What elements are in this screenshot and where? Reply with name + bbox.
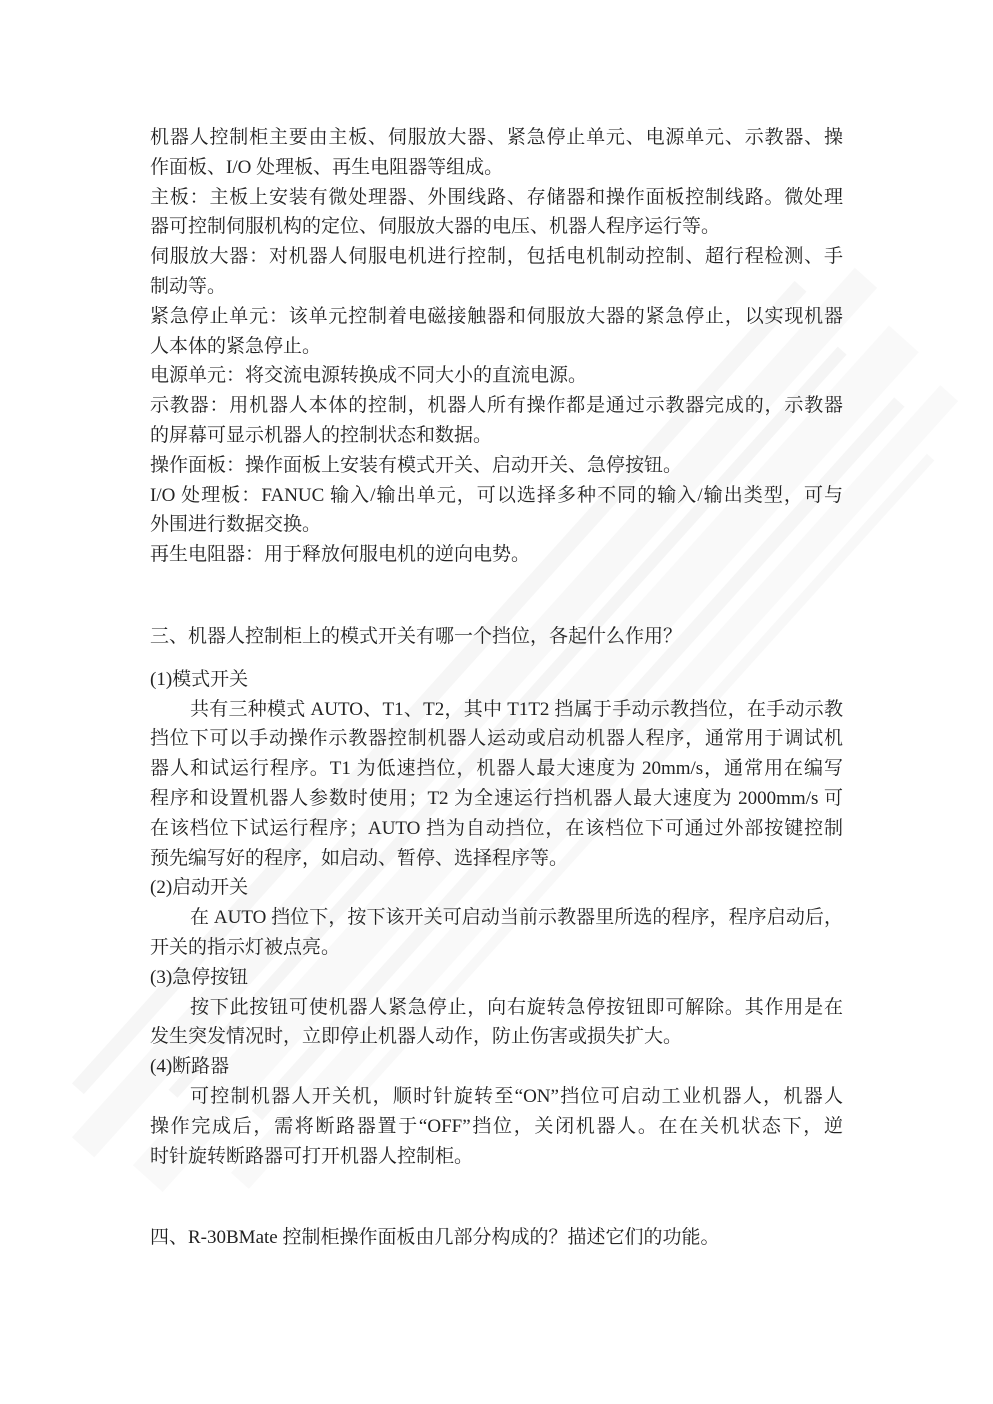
text-line: 程序和设置机器人参数时使用；T2 为全速运行挡机器人最大速度为 2000mm/s 可 (150, 787, 843, 809)
text-line: 挡位下可以手动操作示教器控制机器人运动或启动机器人程序，通常用于调试机 (150, 728, 843, 750)
text-line: 器人和试运行程序。T1 为低速挡位，机器人最大速度为 20mm/s，通常用在编写 (150, 758, 843, 780)
section-3-body (150, 665, 843, 1172)
text-line: 可控制机器人开关机，顺时针旋转至“ON”挡位可启动工业机器人，机器人 (190, 1085, 843, 1107)
paragraph-io-board (150, 481, 843, 541)
text-line: 预先编写好的程序，如启动、暂停、选择程序等。 (150, 847, 569, 869)
text-line: 人本体的紧急停止。 (150, 335, 322, 357)
item-start-switch (150, 873, 843, 962)
text-line: 紧急停止单元：该单元控制着电磁接触器和伺服放大器的紧急停止，以实现机器 (150, 305, 843, 327)
paragraph-emergency-stop-unit (150, 302, 843, 362)
section-heading-3: 三、机器人控制柜上的模式开关有哪一个挡位，各起什么作用？ (150, 625, 683, 647)
text-line: 机器人控制柜主要由主板、伺服放大器、紧急停止单元、电源单元、示教器、操 (150, 127, 843, 148)
intro-paragraphs (150, 123, 843, 570)
paragraph-operator-panel (150, 451, 843, 481)
section-heading-4: 四、R-30BMate 控制柜操作面板由几部分构成的？描述它们的功能。 (150, 1227, 720, 1249)
text-line: 时针旋转断路器可打开机器人控制柜。 (150, 1145, 474, 1167)
paragraph-overview (150, 123, 843, 183)
text-line: 在 AUTO 挡位下，按下该开关可启动当前示教器里所选的程序，程序启动后， (190, 907, 843, 929)
text-line: 器可控制伺服机构的定位、伺服放大器的电压、机器人程序运行等。 (150, 216, 721, 238)
paragraph-servo-amplifier (150, 242, 843, 302)
paragraph-teach-pendant (150, 391, 843, 451)
text-line: 制动等。 (150, 275, 227, 297)
text-line: 外围进行数据交换。 (150, 514, 322, 536)
text-line: 伺服放大器：对机器人伺服电机进行控制，包括电机制动控制、超行程检测、手 (150, 246, 843, 268)
text-line: 再生电阻器：用于释放何服电机的逆向电势。 (150, 544, 531, 566)
text-line: 发生突发情况时，立即停止机器人动作，防止伤害或损失扩大。 (150, 1026, 683, 1048)
item-title: (1)模式开关 (150, 668, 249, 690)
text-line: 在该档位下试运行程序；AUTO 挡为自动挡位，在该档位下可通过外部按键控制 (150, 817, 843, 839)
text-line: 主板：主板上安装有微处理器、外围线路、存储器和操作面板控制线路。微处理 (150, 186, 843, 208)
text-line: 按下此按钮可使机器人紧急停止，向右旋转急停按钮即可解除。其作用是在 (190, 996, 843, 1018)
text-line: 操作完成后，需将断路器置于“OFF”挡位，关闭机器人。在在关机状态下，逆 (150, 1115, 843, 1137)
text-line: 操作面板：操作面板上安装有模式开关、启动开关、急停按钮。 (150, 454, 683, 476)
item-title: (4)断路器 (150, 1056, 230, 1078)
text-line: 开关的指示灯被点亮。 (150, 936, 341, 958)
text-line: I/O 处理板：FANUC 输入/输出单元，可以选择多种不同的输入/输出类型，可与 (150, 484, 843, 506)
item-circuit-breaker (150, 1052, 843, 1171)
item-title: (3)急停按钮 (150, 966, 249, 988)
paragraph-main-board (150, 183, 843, 243)
item-title: (2)启动开关 (150, 877, 249, 899)
text-line: 示教器：用机器人本体的控制，机器人所有操作都是通过示教器完成的，示教器 (150, 395, 843, 417)
text-line: 的屏幕可显示机器人的控制状态和数据。 (150, 424, 493, 446)
paragraph-regenerative-resistor (150, 540, 843, 570)
item-emergency-stop-button (150, 963, 843, 1052)
text-line: 电源单元：将交流电源转换成不同大小的直流电源。 (150, 365, 588, 387)
document-body (150, 123, 843, 1253)
paragraph-power-unit (150, 361, 843, 391)
text-line: 共有三种模式 AUTO、T1、T2，其中 T1T2 挡属于手动示教挡位，在手动示教 (190, 698, 843, 720)
text-line: 作面板、I/O 处理板、再生电阻器等组成。 (150, 156, 504, 178)
item-mode-switch (150, 665, 843, 874)
